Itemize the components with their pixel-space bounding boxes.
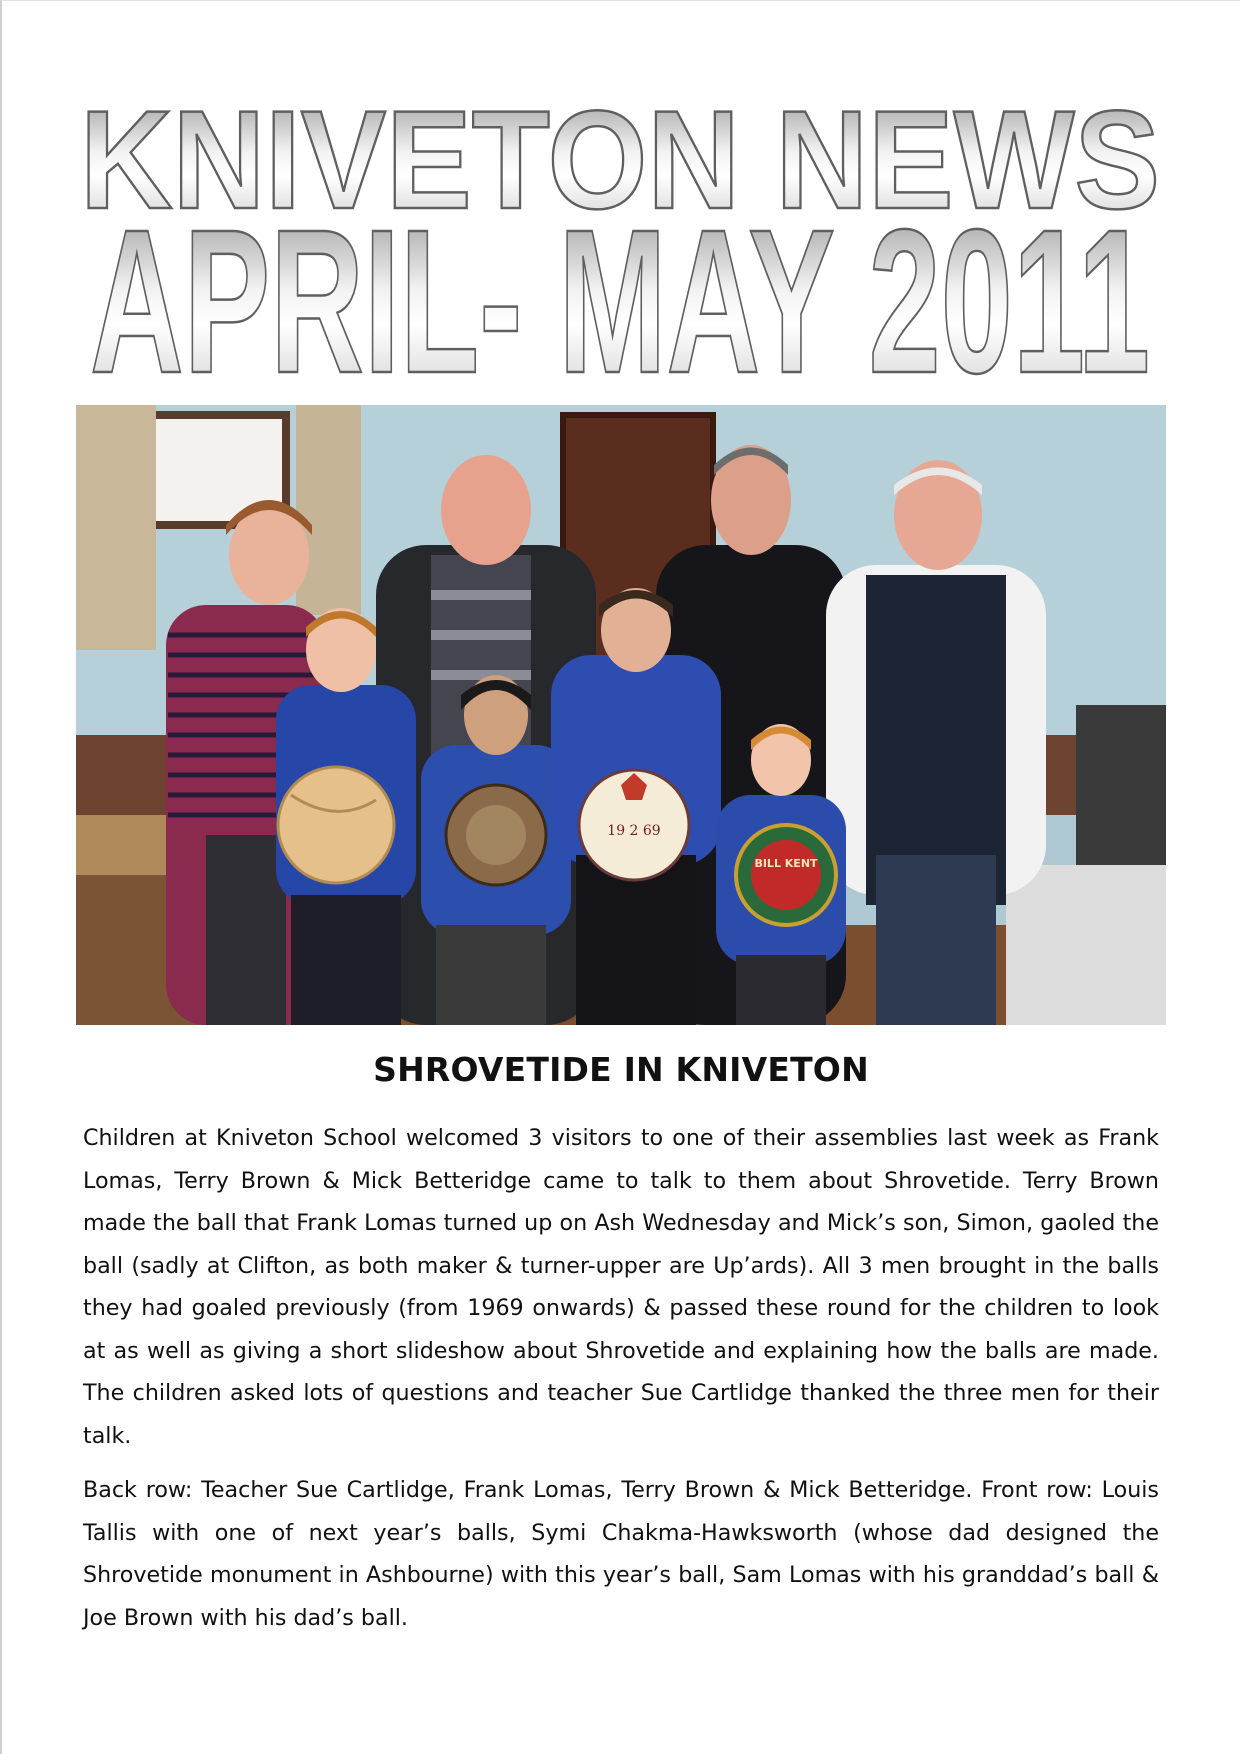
group-photo [76, 405, 1166, 1025]
curtain-left [76, 405, 156, 650]
masthead-issue-date: APRIL- MAY 2011 [90, 187, 1150, 390]
curtain-right [296, 405, 361, 615]
ball-dad-name: BILL KENT [754, 857, 818, 870]
masthead-title: KNIVETON NEWS [80, 81, 1160, 238]
ball-granddad-year: 19 2 69 [607, 823, 661, 839]
article-headline: SHROVETIDE IN KNIVETON [373, 1050, 869, 1089]
article-body-paragraph: Children at Kniveton School welcomed 3 visitors to one of their assemblies last week as Frank Lomas, Terry Brown & Mick Betteridge came to talk to them about Shrovetide. Terry Brown made the ball that Frank Lomas turned up on Ash Wednesday and Mick’s son, Simon, gaoled the ball (sadly at Clifton, as both maker & turner-upper are Up’ards). All 3 men brought in the balls they had goaled previously (from 1969 onwards) & passed these round for the children to look at as well as giving a short slideshow about Shrovetide and explaining how the balls are made. The children asked lots of questions and teacher Sue Cartlidge thanked the three men for their talk. [83, 1125, 1159, 1449]
masthead [60, 60, 1180, 390]
photo-caption: Back row: Teacher Sue Cartlidge, Frank Lomas, Terry Brown & Mick Betteridge. Front row: Louis Tallis with one of next year’s balls, Symi Chakma-Hawksworth (whose dad designed the Shrovetide monument in Ashbourne) with this year’s ball, Sam Lomas with his granddad’s ball & Joe Brown with his dad’s ball. [83, 1477, 1159, 1631]
ball-next-year [278, 767, 394, 883]
